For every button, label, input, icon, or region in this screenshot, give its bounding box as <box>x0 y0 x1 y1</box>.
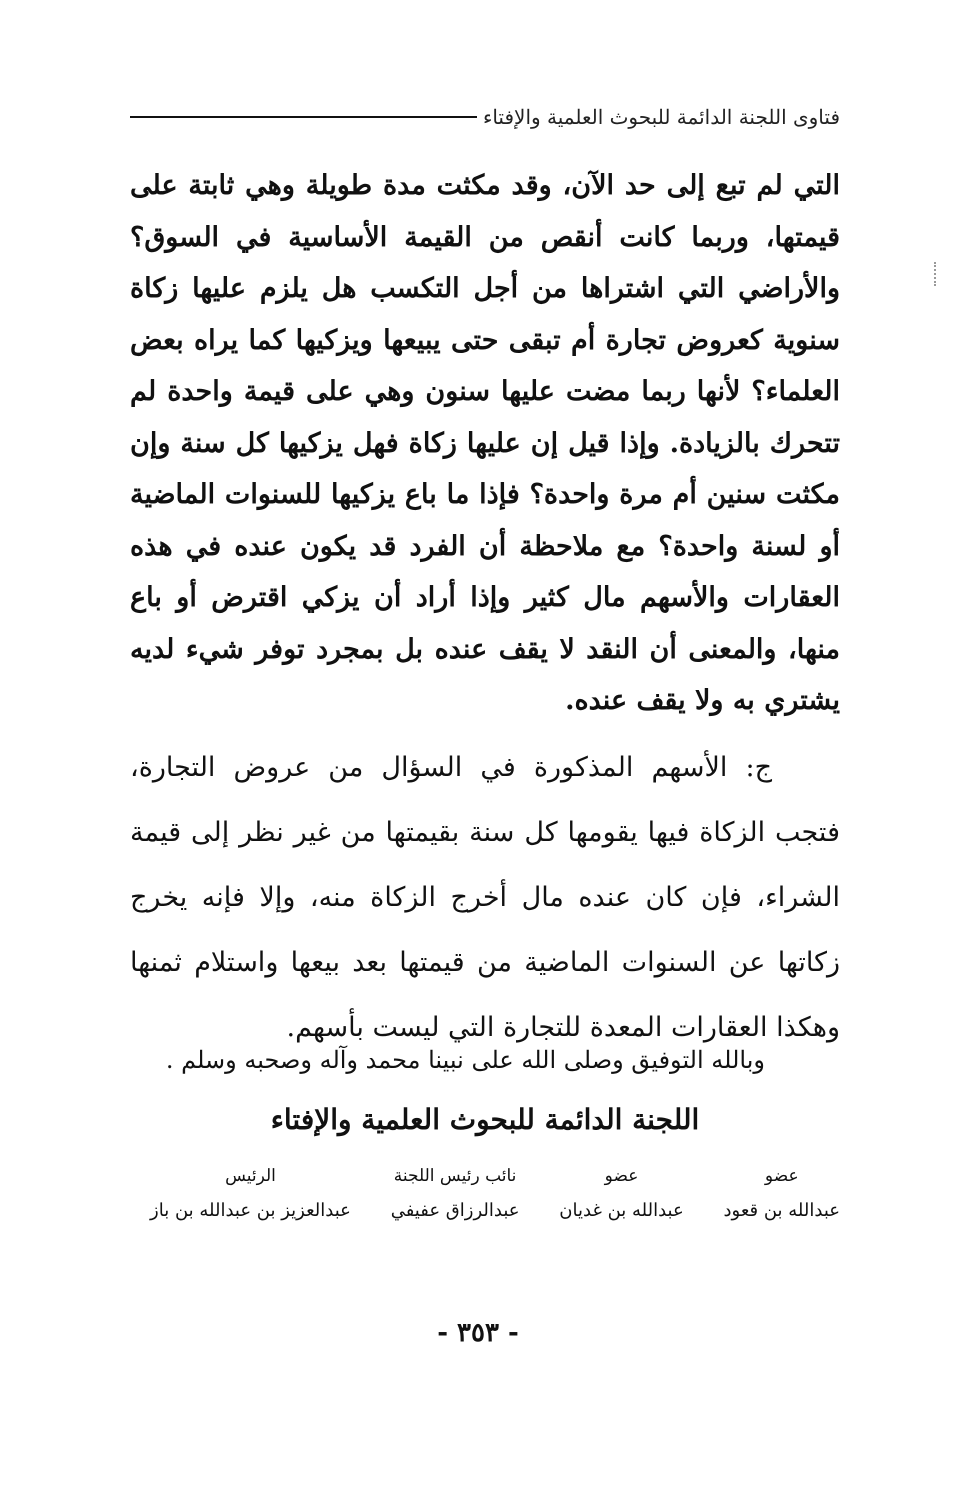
margin-mark <box>934 262 940 286</box>
signature-name: عبدالعزيز بن عبدالله بن باز <box>150 1200 351 1221</box>
signature-role: عضو <box>604 1166 639 1186</box>
signature-name: عبدالله بن قعود <box>723 1200 840 1221</box>
signature-name: عبدالله بن غديان <box>559 1200 684 1221</box>
signature-member-1 <box>724 1162 840 1226</box>
signature-chair <box>150 1162 351 1226</box>
signature-name: عبدالرزاق عفيفي <box>390 1200 520 1221</box>
signature-member-2 <box>559 1162 683 1226</box>
signature-role: عضو <box>764 1166 799 1186</box>
committee-title: اللجنة الدائمة للبحوث العلمية والإفتاء <box>270 1103 700 1136</box>
question-text: التي لم تبع إلى حد الآن، وقد مكثت مدة طويلة وهي ثابتة على قيمتها، وربما كانت أنقص من القيمة الأساسية في السوق؟ والأراضي التي اشتراها من أجل التكسب هل يلزم عليها زكاة سنوية كعروض تجارة أم تبقى حتى يبيعها ويزكيها كما يراه بعض العلماء؟ لأنها ربما مضت عليها سنون وهي على قيمة واحدة لم تتحرك بالزيادة. وإذا قيل إن عليها زكاة فهل يزكيها كل سنة وإن مكثت سنين أم مرة واحدة؟ فإذا ما باع يزكيها للسنوات الماضية أو لسنة واحدة؟ مع ملاحظة أن الفرد قد يكون عنده في هذه العقارات والأسهم مال كثير وإذا أراد أن يزكي اقترض أو باع منها، والمعنى أن النقد لا يقف عنده بل بمجرد توفر شيء لديه يشتري به ولا يقف عنده. <box>130 170 840 716</box>
closing-text: وبالله التوفيق وصلى الله على نبينا محمد وآله وصحبه وسلم . <box>165 1046 765 1074</box>
page-number: - ٣٥٣ - <box>437 1318 519 1348</box>
signature-role: نائب رئيس اللجنة <box>393 1166 517 1186</box>
answer-paragraph <box>130 735 840 1060</box>
signature-block <box>150 1162 840 1226</box>
running-header <box>130 102 840 132</box>
answer-text: ج: الأسهم المذكورة في السؤال من عروض التجارة، فتجب الزكاة فيها يقومها كل سنة بقيمتها من غير نظر إلى قيمة الشراء، فإن كان عنده مال أخرج الزكاة منه، وإلا فإنه يخرج زكاتها عن السنوات الماضية من قيمتها بعد بيعها واستلام ثمنها وهكذا العقارات المعدة للتجارة التي ليست بأسهم. <box>130 752 840 1043</box>
header-rule <box>130 116 477 118</box>
signature-vice-chair <box>391 1162 520 1226</box>
signature-role: الرئيس <box>225 1166 276 1186</box>
header-title: فتاوى اللجنة الدائمة للبحوث العلمية والإفتاء <box>482 105 840 129</box>
